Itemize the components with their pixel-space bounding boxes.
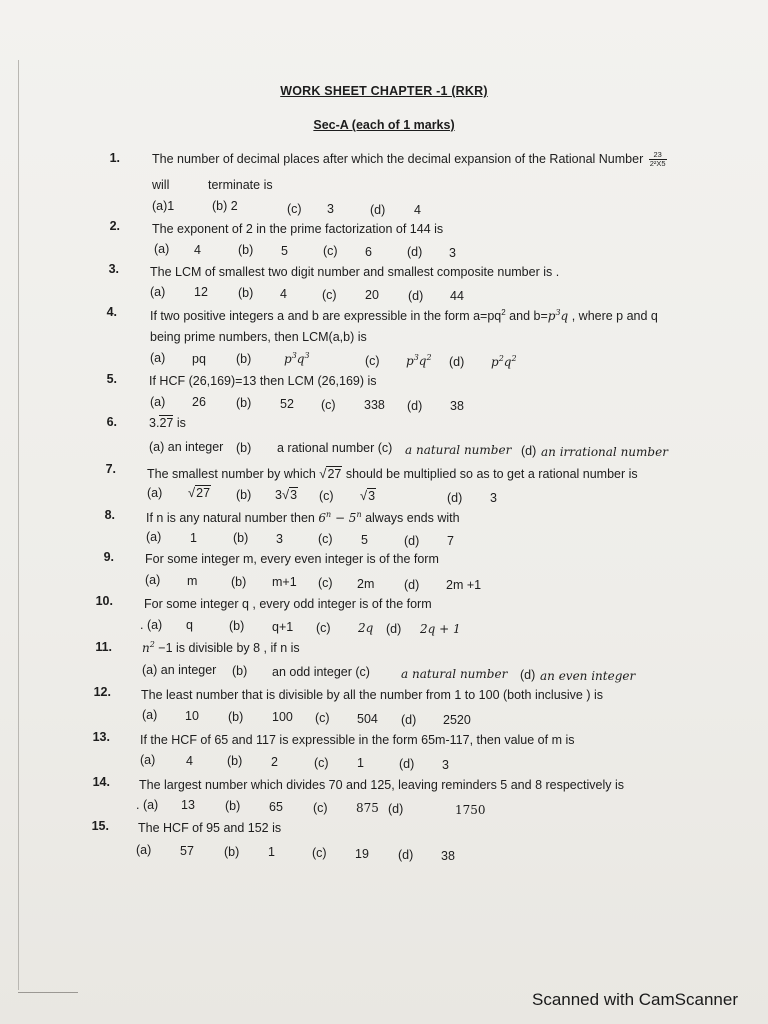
question-number: 3. [108, 262, 119, 276]
question-number: 2. [109, 219, 120, 233]
option: (b) [236, 352, 252, 366]
option: . (a) [136, 798, 159, 812]
question-text [149, 416, 186, 430]
math-expression: $p^3q$ [547, 308, 569, 324]
question-text: For some integer q , every odd integer is of the form [144, 597, 432, 611]
option: 19 [355, 847, 369, 861]
option: (d) [407, 399, 423, 413]
question-text: The exponent of 2 in the prime factorization of 144 is [152, 222, 444, 236]
option: (b) 2 [212, 199, 238, 213]
option: 1 [190, 531, 197, 545]
option: (d) [399, 757, 415, 771]
question-text [142, 640, 300, 655]
question-text [146, 510, 460, 525]
option: 3 [490, 491, 497, 505]
question-text-line2: being prime numbers, then LCM(a,b) is [150, 330, 367, 344]
option: (b) [232, 664, 248, 678]
question-text: If HCF (26,169)=13 then LCM (26,169) is [149, 374, 377, 388]
option: a natural number [405, 443, 512, 457]
question-number: 4. [106, 305, 117, 319]
math-option: 3√3 [275, 487, 298, 502]
option: (a) [150, 395, 166, 409]
option: . (a) [140, 618, 163, 632]
option: (c) [323, 244, 338, 258]
option: (a) [147, 486, 163, 500]
option: (c) [318, 532, 333, 546]
option: 6 [365, 245, 372, 259]
option: a rational number (c) [277, 441, 393, 455]
question-number: 1. [109, 151, 120, 165]
option: (b) [233, 531, 249, 545]
option: (a) [154, 242, 170, 256]
option: (a) [145, 573, 161, 587]
question-text: The least number that is divisible by all the number from 1 to 100 (both inclusive ) is [141, 688, 604, 702]
option: 38 [441, 849, 455, 863]
option: (b) [236, 396, 252, 410]
option: q+1 [272, 620, 294, 634]
math-expression: $n^2$ [142, 640, 155, 655]
question-text-part: The smallest number by which [147, 467, 320, 481]
option: (a) an integer [149, 440, 224, 454]
option: 26 [192, 395, 206, 409]
option: 44 [450, 289, 464, 303]
option: (d) [404, 578, 420, 592]
fraction-numerator: 23 [649, 151, 667, 160]
option: 100 [272, 710, 293, 724]
question-text-line2b: terminate is [208, 178, 273, 192]
question-number: 15. [91, 819, 109, 833]
option: 338 [364, 398, 385, 412]
math-option: $p^2q^2$ [491, 354, 517, 369]
fraction-denominator: 2²X5 [649, 159, 666, 168]
radicand: 27 [196, 486, 211, 500]
option: 3 [276, 532, 283, 546]
option: 1 [268, 845, 275, 859]
question-text-part: and b= [505, 309, 548, 324]
option: an irrational number [541, 445, 668, 459]
square-root: √27 [319, 466, 342, 481]
question-number: 7. [105, 462, 116, 476]
option: (c) [313, 801, 328, 815]
option: 38 [450, 399, 464, 413]
option: 2q + 1 [420, 622, 461, 636]
option: pq [192, 352, 206, 366]
option: (d) [404, 534, 420, 548]
option: 2m [357, 577, 375, 591]
option: 4 [280, 287, 287, 301]
option: 2m +1 [446, 578, 482, 592]
option: 875 [356, 801, 379, 815]
question-text: If the HCF of 65 and 117 is expressible in the form 65m-117, then value of m is [140, 733, 575, 747]
option: (a) an integer [142, 663, 217, 677]
option: (b) [227, 754, 243, 768]
option: 4 [186, 754, 193, 768]
question-text-part: should be multiplied so as to get a rational number is [342, 467, 638, 481]
option: (d) [370, 203, 386, 217]
worksheet-title: WORK SHEET CHAPTER -1 (RKR) [280, 84, 488, 98]
question-number: 14. [92, 775, 110, 789]
question-number: 8. [104, 508, 115, 522]
option: (c) [315, 711, 330, 725]
option: (b) [238, 243, 254, 257]
question-text [150, 308, 658, 323]
question-number: 13. [92, 730, 110, 744]
option: (b) [229, 619, 245, 633]
question-text-part: is [173, 416, 186, 430]
option: 57 [180, 844, 194, 858]
question-text-part: 3. [149, 416, 160, 430]
question-text-part: −1 is divisible by 8 , if n is [154, 641, 300, 655]
question-text: The largest number which divides 70 and 125, leaving reminders 5 and 8 respectively is [139, 778, 624, 792]
radicand: 27 [327, 467, 342, 481]
coefficient: 3 [275, 488, 282, 502]
question-number: 6. [106, 415, 117, 429]
option: (c) [312, 846, 327, 860]
option: (d) [520, 668, 536, 682]
option: (a)1 [152, 199, 175, 213]
option: (d) [447, 491, 463, 505]
option: q [186, 618, 193, 632]
option: (a) [142, 708, 158, 722]
option: (b) [225, 799, 241, 813]
radicand: 3 [368, 489, 376, 503]
question-text-part: , where p and q [571, 309, 658, 324]
option: 3 [327, 202, 334, 216]
option: (a) [140, 753, 156, 767]
option: (d) [408, 289, 424, 303]
option: (b) [236, 488, 252, 502]
question-number: 12. [93, 685, 111, 699]
question-text-part: If n is any natural number then [146, 511, 319, 525]
option: (c) [365, 354, 380, 368]
option: a natural number [401, 667, 508, 681]
option: 2520 [443, 713, 471, 727]
option: (b) [231, 575, 247, 589]
option: 5 [361, 533, 368, 547]
option: 4 [194, 243, 201, 257]
option: (d) [521, 444, 537, 458]
option: (b) [236, 441, 252, 455]
question-text-part: If two positive integers a and b are expressible in the form a=pq [150, 309, 502, 324]
option: 3 [442, 758, 449, 772]
radicand: 3 [290, 488, 298, 502]
option: (d) [401, 713, 417, 727]
option: (a) [150, 351, 166, 365]
question-text [147, 466, 638, 481]
option: (b) [238, 286, 254, 300]
option: an even integer [540, 669, 636, 683]
repeating-decimal: 27 [159, 416, 174, 430]
option: (c) [321, 398, 336, 412]
option: 5 [281, 244, 288, 258]
option: 13 [181, 798, 195, 812]
option: (c) [319, 489, 334, 503]
option: (d) [388, 802, 404, 816]
question-text: For some integer m, every even integer is of the form [145, 552, 439, 566]
option: 20 [365, 288, 379, 302]
option: (b) [224, 845, 240, 859]
question-number: 5. [106, 372, 117, 386]
option: (c) [316, 621, 331, 635]
question-number: 10. [95, 594, 113, 608]
option: 4 [414, 203, 421, 217]
section-heading: Sec-A (each of 1 marks) [313, 118, 455, 132]
option: (a) [136, 843, 152, 857]
option: (c) [318, 576, 333, 590]
option: 12 [194, 285, 208, 299]
option: m [187, 574, 198, 588]
math-option: $p^3q^3$ [284, 351, 310, 366]
option: (c) [322, 288, 337, 302]
option: (b) [228, 710, 244, 724]
math-expression: $6^n - 5^n$ [318, 510, 362, 525]
question-text [152, 151, 667, 168]
math-option: √3 [360, 488, 376, 503]
option: 2 [271, 755, 278, 769]
option: 3 [449, 246, 456, 260]
option: 65 [269, 800, 283, 814]
question-number: 9. [103, 550, 114, 564]
option: (c) [314, 756, 329, 770]
option: (d) [407, 245, 423, 259]
scanner-watermark: Scanned with CamScanner [531, 990, 738, 1009]
option: 52 [280, 397, 294, 411]
option: 1 [357, 756, 364, 770]
math-option: √27 [188, 485, 211, 500]
question-text-part: always ends with [361, 511, 460, 525]
page-edge-mark [18, 992, 78, 993]
page-edge-line [18, 60, 19, 990]
option: (a) [150, 285, 166, 299]
fraction [649, 151, 667, 168]
question-text-line2: will [152, 178, 170, 192]
option: 10 [185, 709, 199, 723]
option: 2q [358, 621, 374, 635]
option: 7 [447, 534, 454, 548]
option: 504 [357, 712, 378, 726]
question-text: The LCM of smallest two digit number and smallest composite number is . [150, 265, 560, 279]
question-text-part: The number of decimal places after which the decimal expansion of the Rational Number [152, 151, 644, 166]
option: (d) [449, 355, 465, 369]
option: an odd integer (c) [272, 665, 370, 679]
question-number: 11. [95, 640, 112, 654]
option: (d) [398, 848, 414, 862]
question-text: The HCF of 95 and 152 is [138, 821, 282, 835]
option: 1750 [455, 803, 486, 817]
option: (c) [287, 202, 302, 216]
superscript: 2 [501, 308, 506, 317]
math-option: $p^3q^2$ [406, 353, 432, 368]
option: (a) [146, 530, 162, 544]
option: (d) [386, 622, 402, 636]
option: m+1 [272, 575, 297, 589]
